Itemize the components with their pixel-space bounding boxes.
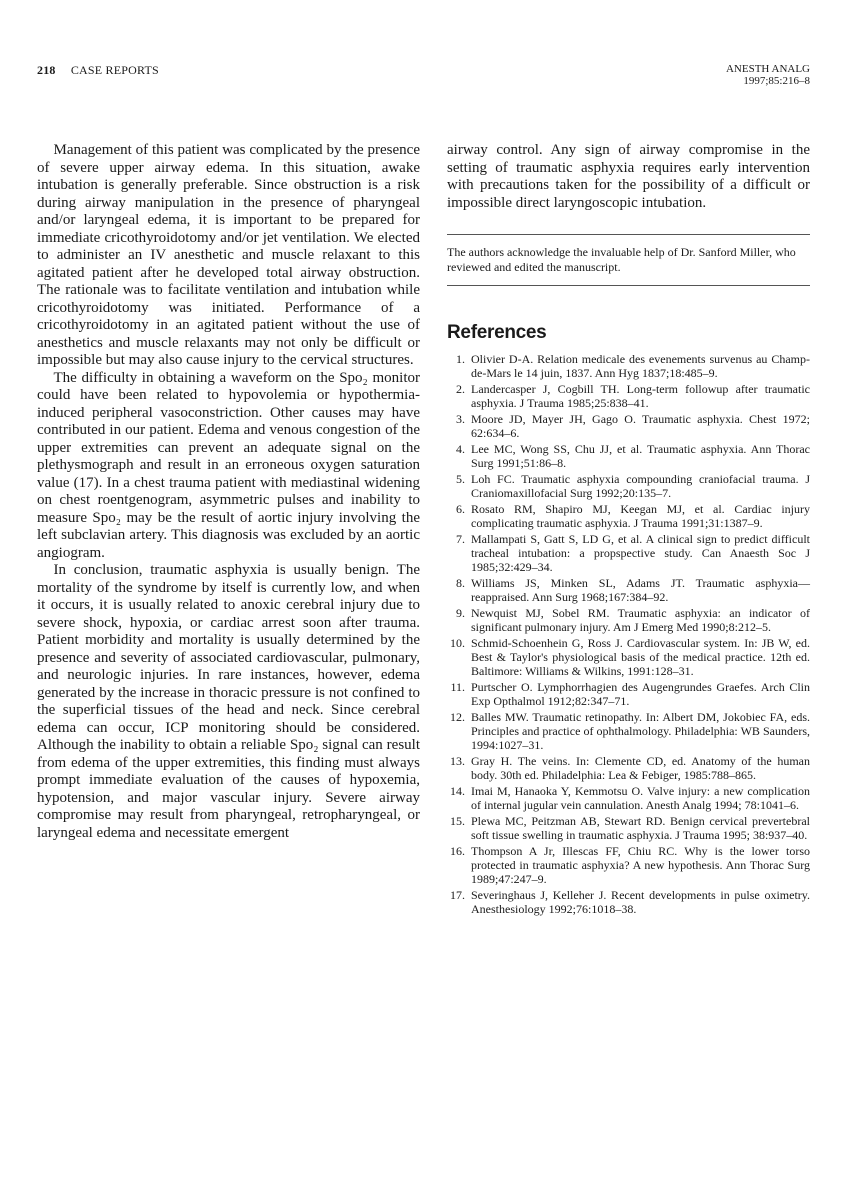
reference-item: 10. Schmid-Schoenhein G, Ross J. Cardiovascular system. In: JB W, ed. Best & Taylor's physiological basis of the medical practice. 12th ed. Baltimore: Williams & Wilkins, 1991:128–31. — [450, 636, 810, 678]
body-paragraph: Management of this patient was complicated by the presence of severe upper airway edema. In this situation, awake intubation is generally preferable. Since obstruction is a risk during airway manipulation in the presence of pharyngeal and/or laryngeal edema, it is important to be prepared for immediate cricothyroidotomy and/or jet ventilation. We elected to administer an IV anesthetic and muscle relaxant to this agitated patient after he developed total airway obstruction. The rationale was to facilitate ventilation and intubation while cricothyroidotomy was initiated. Performance of a cricothyroidotomy in an agitated patient without the use of anesthetics and muscle relaxants may not only be difficult or impossible but may also cause injury to the cervical structures. — [37, 142, 420, 368]
divider-top — [447, 234, 810, 235]
reference-item: 12. Balles MW. Traumatic retinopathy. In: Albert DM, Jokobiec FA, eds. Principles and practice of ophthalmology. Philadelphia: WB Saunders, 1994:1027–31. — [450, 710, 810, 752]
reference-item: 1. Olivier D-A. Relation medicale des evenements survenus au Champ-de-Mars le 14 juin, 1837. Ann Hyg 1837;18:485–9. — [456, 352, 810, 380]
reference-item: 8. Williams JS, Minken SL, Adams JT. Traumatic asphyxia—reappraised. Ann Surg 1968;167:384–92. — [456, 576, 810, 604]
reference-item: 13. Gray H. The veins. In: Clemente CD, ed. Anatomy of the human body. 30th ed. Philadelphia: Lea & Febiger, 1985:788–865. — [450, 754, 810, 782]
divider-bottom — [447, 285, 810, 286]
reference-item: 3. Moore JD, Mayer JH, Gago O. Traumatic asphyxia. Chest 1972; 62:634–6. — [456, 412, 810, 440]
reference-item: 16. Thompson A Jr, Illescas FF, Chiu RC. Why is the lower torso protected in traumatic asphyxia? A new hypothesis. Ann Thorac Surg 1989;47:247–9. — [450, 844, 810, 886]
journal-citation: 1997;85:216–8 — [743, 75, 810, 87]
body-paragraph: The difficulty in obtaining a waveform on the Spo₂ monitor could have been related to hypovolemia or hypothermia-induced peripheral vasoconstriction. Other causes may have contributed in our patient. Edema and venous congestion of the upper extremities can prevent an adequate signal on the plethysmograph and result in an erroneous oxygen saturation value (17). In a chest trauma patient with mediastinal widening on chest roentgenogram, asymmetric pulses and inability to measure Spo₂ may be the result of aortic injury involving the left subclavian artery. This diagnosis was excluded by an aortic angiogram. — [37, 369, 420, 561]
left-column — [37, 142, 420, 842]
running-header-left — [37, 63, 159, 78]
body-paragraph-continued: airway control. Any sign of airway compromise in the setting of traumatic asphyxia requires early intervention with precautions taken for the possibility of a difficult or impossible direct laryngoscopic intubation. — [447, 142, 810, 211]
reference-item: 14. Imai M, Hanaoka Y, Kemmotsu O. Valve injury: a new complication of internal jugular vein cannulation. Anesth Analg 1994; 78:1041–6. — [450, 784, 810, 812]
reference-item: 7. Mallampati S, Gatt S, LD G, et al. A clinical sign to predict difficult tracheal intubation: a propspective study. Can Anaesth Soc J 1985;32:429–34. — [456, 532, 810, 574]
body-paragraph: In conclusion, traumatic asphyxia is usually benign. The mortality of the syndrome by itself is currently low, and when it occurs, it is usually related to anoxic cerebral injury due to severe shock, hypoxia, or cardiac arrest soon after trauma. Patient morbidity and mortality is usually determined by the presence and severity of associated cardiovascular, pulmonary, and neurologic injuries. In rare instances, however, edema generated by the increase in thoracic pressure is not confined to the superficial tissues of the head and neck. Since cerebral edema can occur, ICP monitoring should be considered. Although the inability to obtain a reliable Spo₂ signal can result from edema of the upper extremities, this finding must always prompt immediate evaluation of the causes of hypoxemia, hypotension, and major vascular injury. Severe airway compromise may result from pharyngeal, retropharyngeal, or laryngeal edema and necessitate emergent — [37, 562, 420, 841]
journal-name: ANESTH ANALG — [725, 63, 810, 75]
page-number: 218 — [37, 63, 56, 77]
reference-item: 17. Severinghaus J, Kelleher J. Recent developments in pulse oximetry. Anesthesiology 1992;76:1018–38. — [450, 888, 810, 916]
reference-item: 6. Rosato RM, Shapiro MJ, Keegan MJ, et al. Cardiac injury complicating traumatic asphyxia. J Trauma 1991;31:1387–9. — [456, 502, 810, 530]
reference-item: 11. Purtscher O. Lymphorrhagien des Augengrundes Graefes. Arch Clin Exp Opthalmol 1912;82:347–71. — [450, 680, 810, 708]
reference-item: 2. Landercasper J, Cogbill TH. Long-term followup after traumatic asphyxia. J Trauma 1985;25:838–41. — [456, 382, 810, 410]
reference-item: 4. Lee MC, Wong SS, Chu JJ, et al. Traumatic asphyxia. Ann Thorac Surg 1991;51:86–8. — [456, 442, 810, 470]
reference-list — [447, 352, 810, 916]
running-header-right — [726, 63, 810, 87]
references-heading: References — [447, 322, 547, 343]
reference-item: 15. Plewa MC, Peitzman AB, Stewart RD. Benign cervical prevertebral soft tissue swelling in traumatic asphyxia. J Trauma 1995; 38:937–40. — [450, 814, 810, 842]
section-label: CASE REPORTS — [70, 63, 159, 77]
right-column — [447, 142, 810, 918]
reference-item: 5. Loh FC. Traumatic asphyxia compounding craniofacial trauma. J Craniomaxillofacial Surg 1992;20:135–7. — [456, 472, 810, 500]
acknowledgment: The authors acknowledge the invaluable help of Dr. Sanford Miller, who reviewed and edited the manuscript. — [447, 245, 796, 274]
reference-item: 9. Newquist MJ, Sobel RM. Traumatic asphyxia: an indicator of significant pulmonary injury. Am J Emerg Med 1990;8:212–5. — [456, 606, 810, 634]
